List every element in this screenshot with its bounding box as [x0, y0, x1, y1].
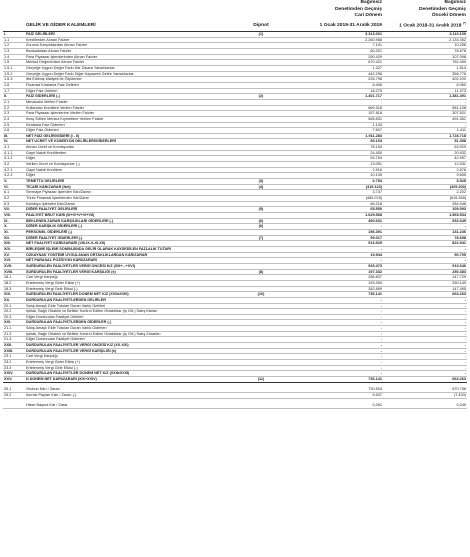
- current-period-amount: 1.629.568: [283, 213, 383, 219]
- line-item-label: Diğer Durdurulan Faaliyet Giderleri: [25, 337, 239, 343]
- prior-period-amount: 670.756: [383, 387, 467, 392]
- line-item-label: FAİZ GİDERLERİ (-): [25, 94, 239, 100]
- prior-period-amount: -: [383, 314, 467, 320]
- current-period-amount: 565.831: [283, 116, 383, 122]
- line-item-code: 1.5.1: [3, 65, 25, 71]
- prior-period-amount: 2.202: [383, 190, 467, 196]
- prior-period-amount: 2.133.352: [383, 37, 467, 43]
- line-item-code: XVII.: [3, 263, 25, 269]
- prior-period-amount: 358.776: [383, 71, 467, 77]
- prior-period-amount: -: [383, 348, 467, 354]
- line-item-label: İtfa Edilmiş Maliyeti İle Ölçülenler: [25, 77, 239, 83]
- current-period-amount: 226.798: [283, 77, 383, 83]
- line-item-label: DURDURULAN FAALİYETLERDEN GİDERLER (-): [25, 320, 239, 326]
- line-item-code: 18.2: [3, 280, 25, 286]
- prior-period-amount: 1.381.391: [383, 94, 467, 100]
- line-item-label: NET FAALİYET KÂRI/ZARARI (VIII-IX-X-XI-XII): [25, 241, 239, 247]
- line-item-label: İştirak, Bağlı Ortaklık ve Birlikte Kontrol Edilen Ortaklıklar (İş Ort.) Satış Zararları: [25, 331, 239, 337]
- line-item-code: 20.3: [3, 314, 25, 320]
- line-item-code: 1.6: [3, 82, 25, 88]
- line-item-code: 1.5.3: [3, 77, 25, 83]
- prior-period-amount: 2.876: [383, 167, 467, 173]
- current-period-amount: -: [283, 320, 383, 326]
- header-row-1: [3, 0, 467, 7]
- prior-period-amount: 12.531: [383, 162, 467, 168]
- current-period-amount: 290.429: [283, 54, 383, 60]
- current-period-amount: 670.421: [283, 60, 383, 66]
- line-item-code: 2.2: [3, 105, 25, 111]
- statement-row: [3, 403, 467, 408]
- line-item-label: Gayri Nakdi Kredilerden: [25, 150, 239, 156]
- line-item-code: 23.3: [3, 365, 25, 371]
- line-item-label: FAALİYET BRÜT KÂRI (III+IV+V+VI+VII): [25, 213, 239, 219]
- current-period-amount: -: [283, 309, 383, 315]
- line-item-note-ref: (3): [239, 179, 283, 185]
- line-item-code: I.: [3, 32, 25, 38]
- line-item-code: XIII.: [3, 241, 25, 247]
- prior-period-amount: 250.383: [383, 269, 467, 275]
- line-item-note-ref: (10): [239, 292, 283, 298]
- current-period-amount: 65.550: [283, 207, 383, 213]
- prior-period-amount: 147.729: [383, 275, 467, 281]
- line-item-label: Menkul Değerlerden Alınan Faizler: [25, 60, 239, 66]
- prior-period-amount: 1.565.534: [383, 213, 467, 219]
- line-item-code: XXIII.: [3, 348, 25, 354]
- line-item-code: 2.5: [3, 122, 25, 128]
- line-item-label: Kambiyo İşlemleri Kârı/Zararı: [25, 201, 239, 207]
- line-item-label: Hisse Başına Kâr / Zarar: [25, 403, 239, 408]
- prior-period-amount: -: [383, 320, 467, 326]
- current-period-amount: -: [283, 224, 383, 230]
- line-item-code: V.: [3, 179, 25, 185]
- line-item-label: DİĞER FAALİYET GİDERLERİ (-): [25, 235, 239, 241]
- prior-period-amount: -: [383, 258, 467, 264]
- line-item-note-ref: (5): [239, 207, 283, 213]
- income-statement-table: [3, 0, 467, 409]
- line-item-note-ref: (6): [239, 224, 283, 230]
- line-item-code: 20.2: [3, 309, 25, 315]
- prior-period-amount: 307.521: [383, 111, 467, 117]
- line-item-code: II.: [3, 94, 25, 100]
- line-item-label: DİĞER FAALİYET GELİRLERİ: [25, 207, 239, 213]
- prior-period-amount: -: [383, 122, 467, 128]
- line-item-label: SÜRDÜRÜLEN FAALİYETLER DÖNEM NET K/Z (XVII±XVIII): [25, 292, 239, 298]
- line-item-code: X.: [3, 224, 25, 230]
- prior-period-amount: -: [383, 337, 467, 343]
- prior-period-amount: -: [383, 99, 467, 105]
- line-item-code: 4.1.2: [3, 156, 25, 162]
- current-period-amount: 1.401.717: [283, 94, 383, 100]
- line-item-label: Kullanılan Kredilere Verilen Faizler: [25, 105, 239, 111]
- line-item-label: PERSONEL GİDERLERİ (-): [25, 229, 239, 235]
- prior-period-amount: 147.495: [383, 286, 467, 292]
- line-item-code: XXV.: [3, 377, 25, 383]
- current-period-amount: 730.504: [283, 387, 383, 392]
- prior-period-amount: 78.698: [383, 235, 467, 241]
- line-item-code: XI.: [3, 229, 25, 235]
- line-item-label: DİĞER KARŞILIK GİDERLERİ (-): [25, 224, 239, 230]
- line-item-code: 1.4: [3, 54, 25, 60]
- line-item-label: DURDURULAN FAALİYETLERDEN GELİRLER: [25, 297, 239, 303]
- line-item-code: 23.2: [3, 360, 25, 366]
- prior-period-amount: 913.646: [383, 263, 467, 269]
- line-item-label: BİRLEŞME İŞLEMİ SONRASINDA GELİR OLARAK KAYDEDİLEN FAZLALIK TUTARI: [25, 246, 239, 252]
- line-item-code: 4.1: [3, 145, 25, 151]
- current-period-amount: 53.754: [283, 156, 383, 162]
- prior-period-amount: 107.098: [383, 54, 467, 60]
- line-item-code: 25.2: [3, 392, 25, 398]
- line-item-label: Mevduata Verilen Faizler: [25, 99, 239, 105]
- current-period-amount: 2.260.968: [283, 37, 383, 43]
- line-item-note-ref: (8): [239, 269, 283, 275]
- line-item-code: 1.3: [3, 48, 25, 54]
- line-item-code: 2.1: [3, 99, 25, 105]
- prior-period-restated-marker: (*): [462, 20, 466, 25]
- line-item-label: Satış Amaçlı Elde Tutulan Duran Varlık Giderleri: [25, 326, 239, 332]
- line-item-code: XXI.: [3, 320, 25, 326]
- prior-period-heading-2: Denetimden Geçmiş: [418, 6, 466, 12]
- column-title-items: GELİR VE GİDER KALEMLERİ: [25, 20, 239, 32]
- column-title-prior-period: [383, 20, 467, 32]
- prior-period-amount: 491.351: [383, 116, 467, 122]
- prior-period-amount: 581.108: [383, 105, 467, 111]
- line-item-label: Para Piyasası İşlemlerinden Alınan Faizler: [25, 54, 239, 60]
- current-period-amount: 736.141: [283, 377, 383, 383]
- current-period-amount: 156.391: [283, 229, 383, 235]
- current-period-amount: 286.837: [283, 275, 383, 281]
- prior-period-amount: -: [383, 246, 467, 252]
- prior-period-amount: 20.932: [383, 150, 467, 156]
- line-item-code: 18.1: [3, 275, 25, 281]
- prior-period-heading-1: Bağımsız: [444, 0, 466, 5]
- current-period-amount: -: [283, 337, 383, 343]
- line-item-label: ÖZKAYNAK YÖNTEMİ UYGULANAN ORTAKLIKLARDAN KÂR/ZARAR: [25, 252, 239, 258]
- prior-period-amount: 250.149: [383, 280, 467, 286]
- line-item-code: 4.1.1: [3, 150, 25, 156]
- line-item-note-ref: (7): [239, 235, 283, 241]
- line-item-label: TİCARİ KÂR/ZARAR (Net): [25, 184, 239, 190]
- prior-period-amount: 51.398: [383, 139, 467, 145]
- line-item-label: NET FAİZ GELİRİ/GİDERİ (I - II): [25, 133, 239, 139]
- line-item-label: Diğer Durdurulan Faaliyet Gelirleri: [25, 314, 239, 320]
- line-item-label: Cari Vergi Karşılığı: [25, 275, 239, 281]
- line-item-code: 6.1: [3, 190, 25, 196]
- current-period-amount: 6.754: [283, 179, 383, 185]
- line-item-code: VIII.: [3, 213, 25, 219]
- current-period-amount: 13.051: [283, 162, 383, 168]
- line-item-label: FAİZ GELİRLERİ: [25, 32, 239, 38]
- current-period-amount: 78.154: [283, 145, 383, 151]
- line-item-code: 23.1: [3, 354, 25, 360]
- current-period-amount: -: [283, 360, 383, 366]
- line-item-label: Verilen Ücret ve Komisyonlar (-): [25, 162, 239, 168]
- current-period-amount: 913.529: [283, 241, 383, 247]
- prior-period-amount: (7.493): [383, 392, 467, 398]
- line-item-code: 21.1: [3, 326, 25, 332]
- prior-period-amount: 42.997: [383, 156, 467, 162]
- line-item-label: Türev Finansal İşlemlerden Kâr/Zarar: [25, 196, 239, 202]
- prior-period-amount: 822.941: [383, 241, 467, 247]
- current-period-amount: -: [283, 331, 383, 337]
- prior-period-amount: (616.348): [383, 196, 467, 202]
- line-item-code: XXII.: [3, 343, 25, 349]
- prior-period-amount: 6.060: [383, 82, 467, 88]
- line-item-code: 2.3: [3, 111, 25, 117]
- line-item-code: 6.3: [3, 201, 25, 207]
- line-item-label: Azınlık Payları Kârı / Zararı (-): [25, 392, 239, 398]
- prior-period-amount: -: [383, 371, 467, 377]
- prior-period-amount: -: [383, 365, 467, 371]
- current-period-amount: -: [283, 314, 383, 320]
- line-item-label: İhraç Edilen Menkul Kıymetlere Verilen Faizler: [25, 116, 239, 122]
- line-item-code: 6.2: [3, 196, 25, 202]
- prior-period-amount: -: [383, 309, 467, 315]
- current-period-amount: 99.017: [283, 235, 383, 241]
- line-item-label: Ertelenmiş Vergi Gelir Etkisi (-): [25, 286, 239, 292]
- current-period-amount: (489.078): [283, 196, 383, 202]
- current-period-amount: -: [283, 343, 383, 349]
- line-item-note-ref: [239, 403, 283, 408]
- line-item-code: IV.: [3, 139, 25, 145]
- line-item-label: Diğer: [25, 156, 239, 162]
- line-item-label: Ertelenmiş Vergi Gelir Etkisi (-): [25, 365, 239, 371]
- line-item-label: Diğer: [25, 173, 239, 179]
- line-item-code: 2.6: [3, 128, 25, 134]
- current-period-amount: 5.637: [283, 392, 383, 398]
- prior-period-amount: 3.110.109: [383, 32, 467, 38]
- prior-period-amount: -: [383, 331, 467, 337]
- line-item-code: IX.: [3, 218, 25, 224]
- line-item-code: 4.2: [3, 162, 25, 168]
- current-period-amount: 1.327: [283, 65, 383, 71]
- line-item-label: Ertelenmiş Vergi Gider Etkisi (+): [25, 280, 239, 286]
- prior-period-heading-3: Önceki Dönem: [431, 13, 466, 19]
- line-item-note-ref: (6): [239, 218, 283, 224]
- current-period-amount: 933.473: [283, 263, 383, 269]
- current-period-amount: 0,261: [283, 403, 383, 408]
- prior-period-amount: 1.411: [383, 128, 467, 134]
- current-period-amount: 6.406: [283, 82, 383, 88]
- line-item-label: BEKLENEN ZARAR KARŞILIKLARI GİDERLERİ (-): [25, 218, 239, 224]
- prior-period-amount: 402.200: [383, 77, 467, 83]
- line-item-label: Sermaye Piyasası İşlemleri Kârı/Zararı: [25, 190, 239, 196]
- line-item-code: XVIII.: [3, 269, 25, 275]
- prior-period-amount: 284.946: [383, 201, 467, 207]
- current-period-amount: 2.916: [283, 167, 383, 173]
- line-item-code: VII.: [3, 207, 25, 213]
- current-period-amount: 197.332: [283, 269, 383, 275]
- prior-period-amount: 663.263: [383, 377, 467, 383]
- line-item-label: Para Piyasası İşlemlerine Verilen Faizler: [25, 111, 239, 117]
- line-item-label: Kiralama Faiz Giderleri: [25, 122, 239, 128]
- current-period-amount: -: [283, 326, 383, 332]
- prior-period-amount: -: [383, 360, 467, 366]
- line-item-label: DURDURULAN FAALİYETLER DÖNEM NET K/Z (XXII±XXIII): [25, 371, 239, 377]
- current-period-amount: 24.400: [283, 150, 383, 156]
- prior-period-amount: 11.973: [383, 88, 467, 94]
- line-item-label: Gerçeğe Uygun Değer Farkı Kâr Zarara Yansıtılanlar: [25, 65, 239, 71]
- prior-period-amount: -: [383, 303, 467, 309]
- prior-period-amount: 532.649: [383, 218, 467, 224]
- prior-period-amount: -: [383, 326, 467, 332]
- prior-period-amount: -: [383, 343, 467, 349]
- column-title-current-period: 1 Ocak 2019-31 Aralık 2019: [283, 20, 383, 32]
- line-item-label: Finansal Kiralama Faiz Gelirleri: [25, 82, 239, 88]
- line-item-code: XXIV.: [3, 371, 25, 377]
- current-period-amount: 282.899: [283, 286, 383, 292]
- current-period-amount: 3.737: [283, 190, 383, 196]
- line-item-code: [3, 403, 25, 408]
- prior-period-amount: 1.728.718: [383, 133, 467, 139]
- line-item-code: XII.: [3, 235, 25, 241]
- header-row-columns: [3, 20, 467, 32]
- line-item-label: Grubun Kârı / Zararı: [25, 387, 239, 392]
- prior-period-amount: 78.678: [383, 48, 467, 54]
- line-item-label: DURDURULAN FAALİYETLER VERGİ KARŞILIĞI (±): [25, 348, 239, 354]
- current-period-amount: -: [283, 371, 383, 377]
- line-item-code: XIX.: [3, 292, 25, 298]
- line-item-code: III.: [3, 133, 25, 139]
- line-item-code: 1.2: [3, 43, 25, 49]
- prior-period-amount: 10.258: [383, 43, 467, 49]
- line-item-label: Diğer Faiz Gelirleri: [25, 88, 239, 94]
- line-item-code: 1.1: [3, 37, 25, 43]
- prior-period-amount: 663.263: [383, 292, 467, 298]
- line-item-code: 25.1: [3, 387, 25, 392]
- line-item-code: 4.2.1: [3, 167, 25, 173]
- current-period-amount: -: [283, 303, 383, 309]
- prior-period-amount: 90.705: [383, 252, 467, 258]
- line-item-code: 1.7: [3, 88, 25, 94]
- line-item-label: Satış Amaçlı Elde Tutulan Duran Varlık Gelirleri: [25, 303, 239, 309]
- line-item-code: 18.3: [3, 286, 25, 292]
- current-period-heading-2: Denetimden Geçmiş: [334, 6, 382, 12]
- current-period-amount: -: [283, 354, 383, 360]
- prior-period-amount: 762.490: [383, 60, 467, 66]
- current-period-amount: 669.318: [283, 105, 383, 111]
- current-period-amount: -: [283, 246, 383, 252]
- current-period-heading-1: Bağımsız: [360, 0, 382, 5]
- prior-period-amount: 5.525: [383, 179, 467, 185]
- line-item-label: Ertelenmiş Vergi Gider Etkisi (+): [25, 360, 239, 366]
- prior-period-amount: (329.200): [383, 184, 467, 190]
- prior-period-amount: 1.514: [383, 65, 467, 71]
- line-item-code: XIV.: [3, 246, 25, 252]
- prior-period-amount: 109.093: [383, 207, 467, 213]
- line-item-code: 1.5.2: [3, 71, 25, 77]
- current-period-amount: -: [283, 297, 383, 303]
- statement-rows: [3, 32, 467, 409]
- current-period-amount: 65.103: [283, 139, 383, 145]
- line-item-note-ref: (1): [239, 32, 283, 38]
- line-item-note-ref: (11): [239, 377, 283, 383]
- current-period-amount: 1.911.284: [283, 133, 383, 139]
- prior-period-amount: -: [383, 354, 467, 360]
- current-period-amount: 442.296: [283, 71, 383, 77]
- prior-period-amount: -: [383, 297, 467, 303]
- prior-period-amount: 63.929: [383, 145, 467, 151]
- line-item-code: XVI.: [3, 258, 25, 264]
- header-row-2: [3, 7, 467, 14]
- line-item-label: SÜRDÜRÜLEN FAALİYETLER VERGİ KARŞILIĞI (±): [25, 269, 239, 275]
- line-item-label: TEMETTÜ GELİRLERİ: [25, 179, 239, 185]
- current-period-amount: 10.135: [283, 173, 383, 179]
- prior-period-amount: 131.246: [383, 229, 467, 235]
- line-item-code: 20.1: [3, 303, 25, 309]
- header-row-3: [3, 13, 467, 20]
- current-period-amount: 157.818: [283, 111, 383, 117]
- current-period-amount: 19.944: [283, 252, 383, 258]
- current-period-amount: (419.123): [283, 184, 383, 190]
- current-period-amount: 7.101: [283, 43, 383, 49]
- current-period-amount: 7.607: [283, 128, 383, 134]
- line-item-label: NET PARASAL POZİSYON KÂRI/ZARARI: [25, 258, 239, 264]
- line-item-note-ref: (2): [239, 94, 283, 100]
- prior-period-amount: 0,240: [383, 403, 467, 408]
- line-item-label: Kredilerden Alınan Faizler: [25, 37, 239, 43]
- line-item-label: Zorunlu Karşılıklardan Alınan Faizler: [25, 43, 239, 49]
- current-period-amount: -: [283, 99, 383, 105]
- current-period-amount: 193.394: [283, 280, 383, 286]
- line-item-code: 1.5: [3, 60, 25, 66]
- line-item-label: Alınan Ücret ve Komisyonlar: [25, 145, 239, 151]
- line-item-label: NET ÜCRET VE KOMİSYON GELİRLERİ/GİDERLERİ: [25, 139, 239, 145]
- current-period-amount: -: [283, 348, 383, 354]
- line-item-label: DURDURULAN FAALİYETLER VERGİ ÖNCESİ K/Z (XX-XXI): [25, 343, 239, 349]
- prior-period-amount: -: [383, 224, 467, 230]
- current-period-amount: 736.141: [283, 292, 383, 298]
- prior-period-date-range: 1 Ocak 2018-31 Aralık 2018: [399, 23, 462, 29]
- current-period-heading-3: Cari Dönem: [354, 13, 382, 19]
- current-period-amount: 1.143: [283, 122, 383, 128]
- line-item-label: Diğer Faiz Giderleri: [25, 128, 239, 134]
- current-period-amount: 460.631: [283, 218, 383, 224]
- line-item-code: VI.: [3, 184, 25, 190]
- line-item-label: İştirak, Bağlı Ortaklık ve Birlikte Kontrol Edilen Ortaklıklar (İş Ort.) Satış Kârları: [25, 309, 239, 315]
- line-item-label: N DÖNEM NET KARI/ZARARI (XIX+XXIV): [25, 377, 239, 383]
- line-item-label: SÜRDÜRÜLEN FAALİYETLER VERGİ ÖNCESİ K/Z (XIII+...+XVI): [25, 263, 239, 269]
- line-item-label: Cari Vergi Karşılığı: [25, 354, 239, 360]
- line-item-code: XX.: [3, 297, 25, 303]
- line-item-code: 21.2: [3, 331, 25, 337]
- current-period-amount: 60.321: [283, 48, 383, 54]
- current-period-amount: -: [283, 365, 383, 371]
- line-item-code: 4.2.2: [3, 173, 25, 179]
- line-item-note-ref: (4): [239, 184, 283, 190]
- line-item-code: 21.3: [3, 337, 25, 343]
- line-item-code: 2.4: [3, 116, 25, 122]
- line-item-label: Gerçeğe Uygun Değer Farkı Diğer Kapsamlı Gelire Yansıtılanlar: [25, 71, 239, 77]
- prior-period-amount: 9.655: [383, 173, 467, 179]
- current-period-amount: 3.313.001: [283, 32, 383, 38]
- current-period-amount: 66.218: [283, 201, 383, 207]
- line-item-label: Gayri Nakdi Kredilere: [25, 167, 239, 173]
- line-item-code: XV.: [3, 252, 25, 258]
- line-item-label: Bankalardan Alınan Faizler: [25, 48, 239, 54]
- current-period-amount: 18.275: [283, 88, 383, 94]
- column-title-note: Dipnot: [239, 20, 283, 32]
- current-period-amount: -: [283, 258, 383, 264]
